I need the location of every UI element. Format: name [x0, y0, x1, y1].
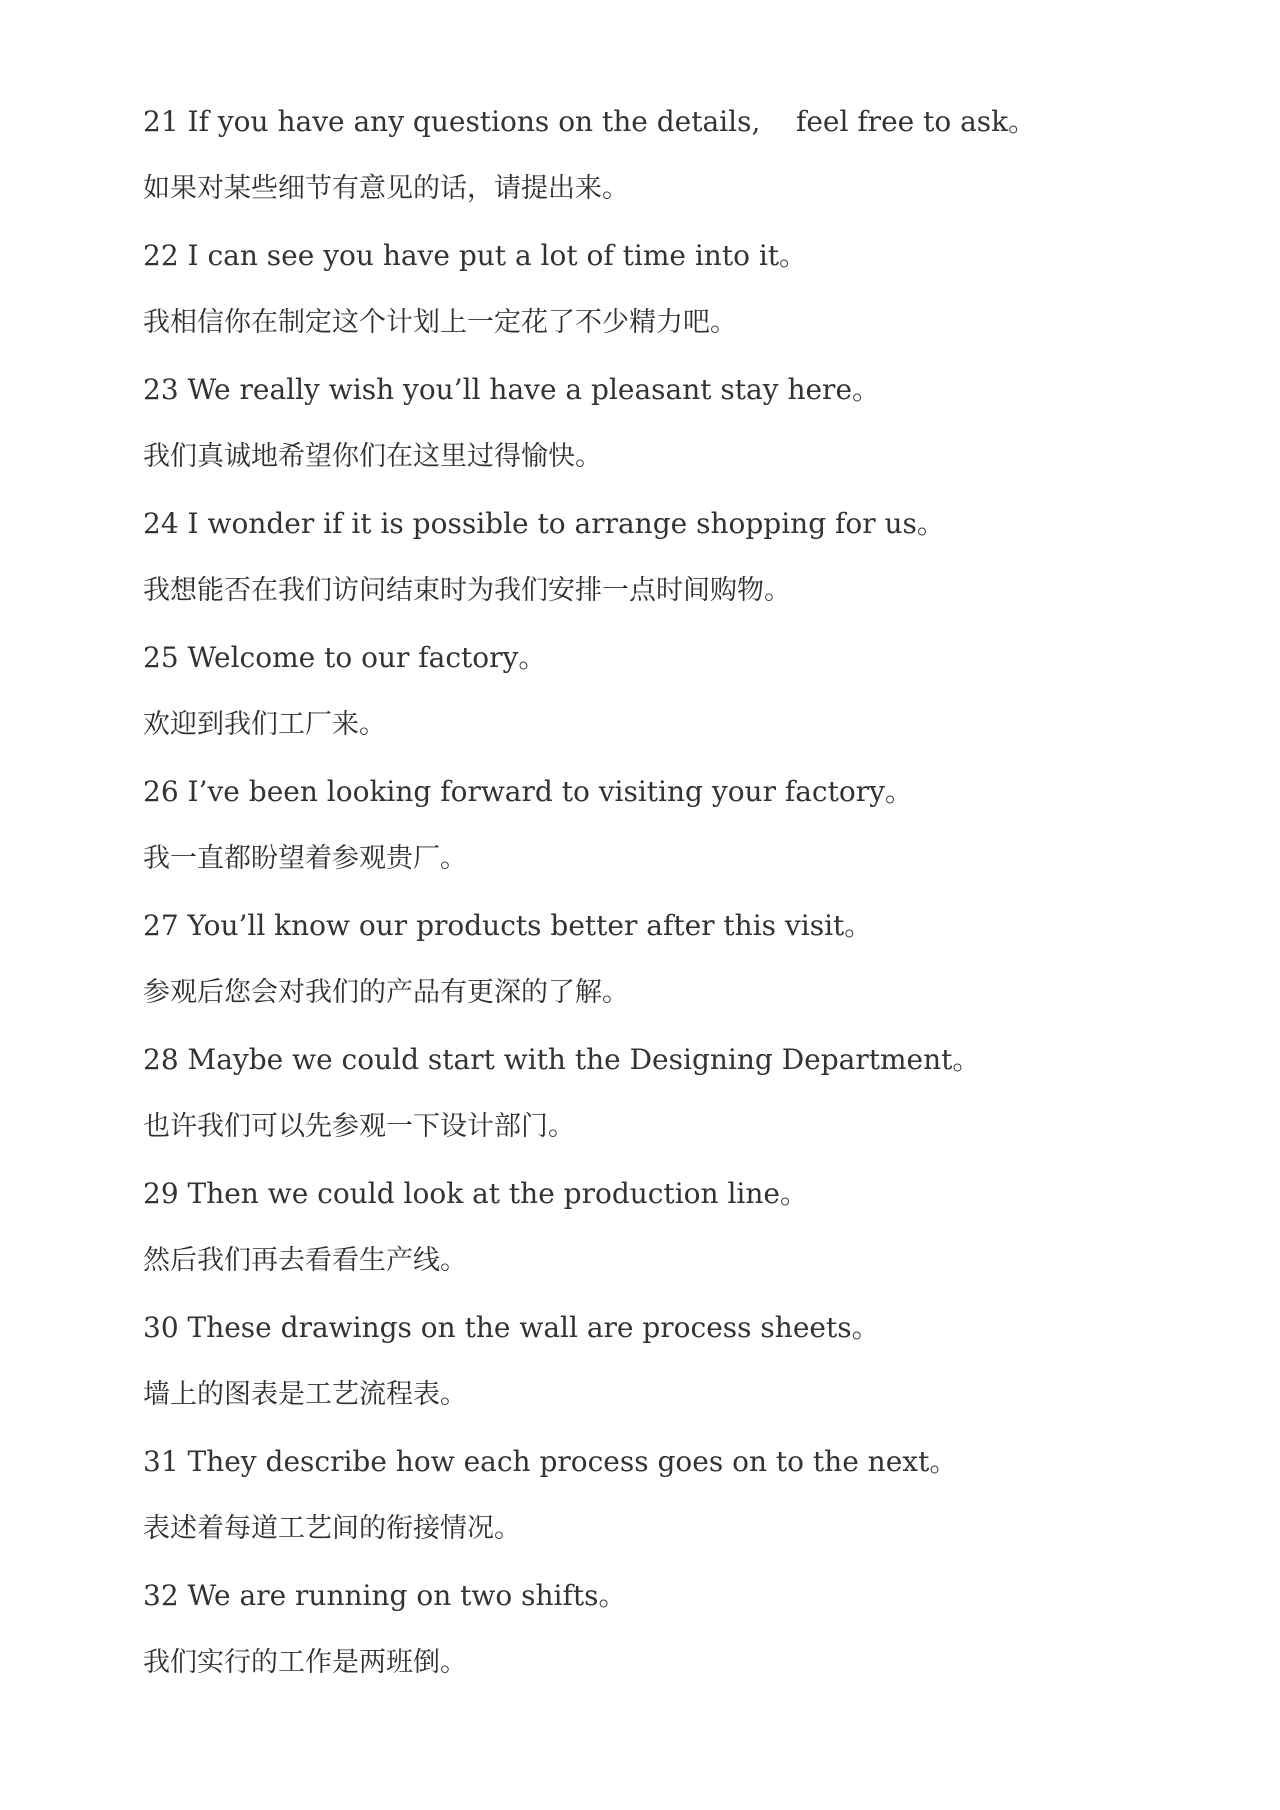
sentence-26-english: 26 I’ve been looking forward to visiting your factory。 [143, 775, 913, 808]
sentence-32-chinese: 我们实行的工作是两班倒。 [143, 1647, 467, 1678]
sentence-21-chinese: 如果对某些细节有意见的话，请提出来。 [143, 173, 629, 204]
sentence-29-english: 29 Then we could look at the production line。 [143, 1177, 808, 1210]
sentence-24-english: 24 I wonder if it is possible to arrange shopping for us。 [143, 507, 945, 540]
sentence-29-chinese: 然后我们再去看看生产线。 [143, 1245, 467, 1276]
sentence-32-english: 32 We are running on two shifts。 [143, 1579, 627, 1612]
sentence-25-english: 25 Welcome to our factory。 [143, 641, 547, 674]
sentence-28-english: 28 Maybe we could start with the Designing Department。 [143, 1043, 981, 1076]
sentence-25-chinese: 欢迎到我们工厂来。 [143, 709, 386, 740]
sentence-27-english: 27 You’ll know our products better after this visit。 [143, 909, 873, 942]
sentence-26-chinese: 我一直都盼望着参观贵厂。 [143, 843, 467, 874]
sentence-24-chinese: 我想能否在我们访问结束时为我们安排一点时间购物。 [143, 575, 791, 606]
sentence-23-english: 23 We really wish you’ll have a pleasant stay here。 [143, 373, 881, 406]
sentence-27-chinese: 参观后您会对我们的产品有更深的了解。 [143, 977, 629, 1008]
sentence-22-english: 22 I can see you have put a lot of time into it。 [143, 239, 808, 272]
sentence-22-chinese: 我相信你在制定这个计划上一定花了不少精力吧。 [143, 307, 737, 338]
sentence-31-english: 31 They describe how each process goes on to the next。 [143, 1445, 958, 1478]
sentence-30-chinese: 墙上的图表是工艺流程表。 [143, 1379, 467, 1410]
sentence-31-chinese: 表述着每道工艺间的衔接情况。 [143, 1513, 521, 1544]
sentence-23-chinese: 我们真诚地希望你们在这里过得愉快。 [143, 441, 602, 472]
sentence-30-english: 30 These drawings on the wall are process sheets。 [143, 1311, 880, 1344]
sentence-28-chinese: 也许我们可以先参观一下设计部门。 [143, 1111, 575, 1142]
sentence-21-english: 21 If you have any questions on the details, feel free to ask。 [143, 105, 1037, 138]
